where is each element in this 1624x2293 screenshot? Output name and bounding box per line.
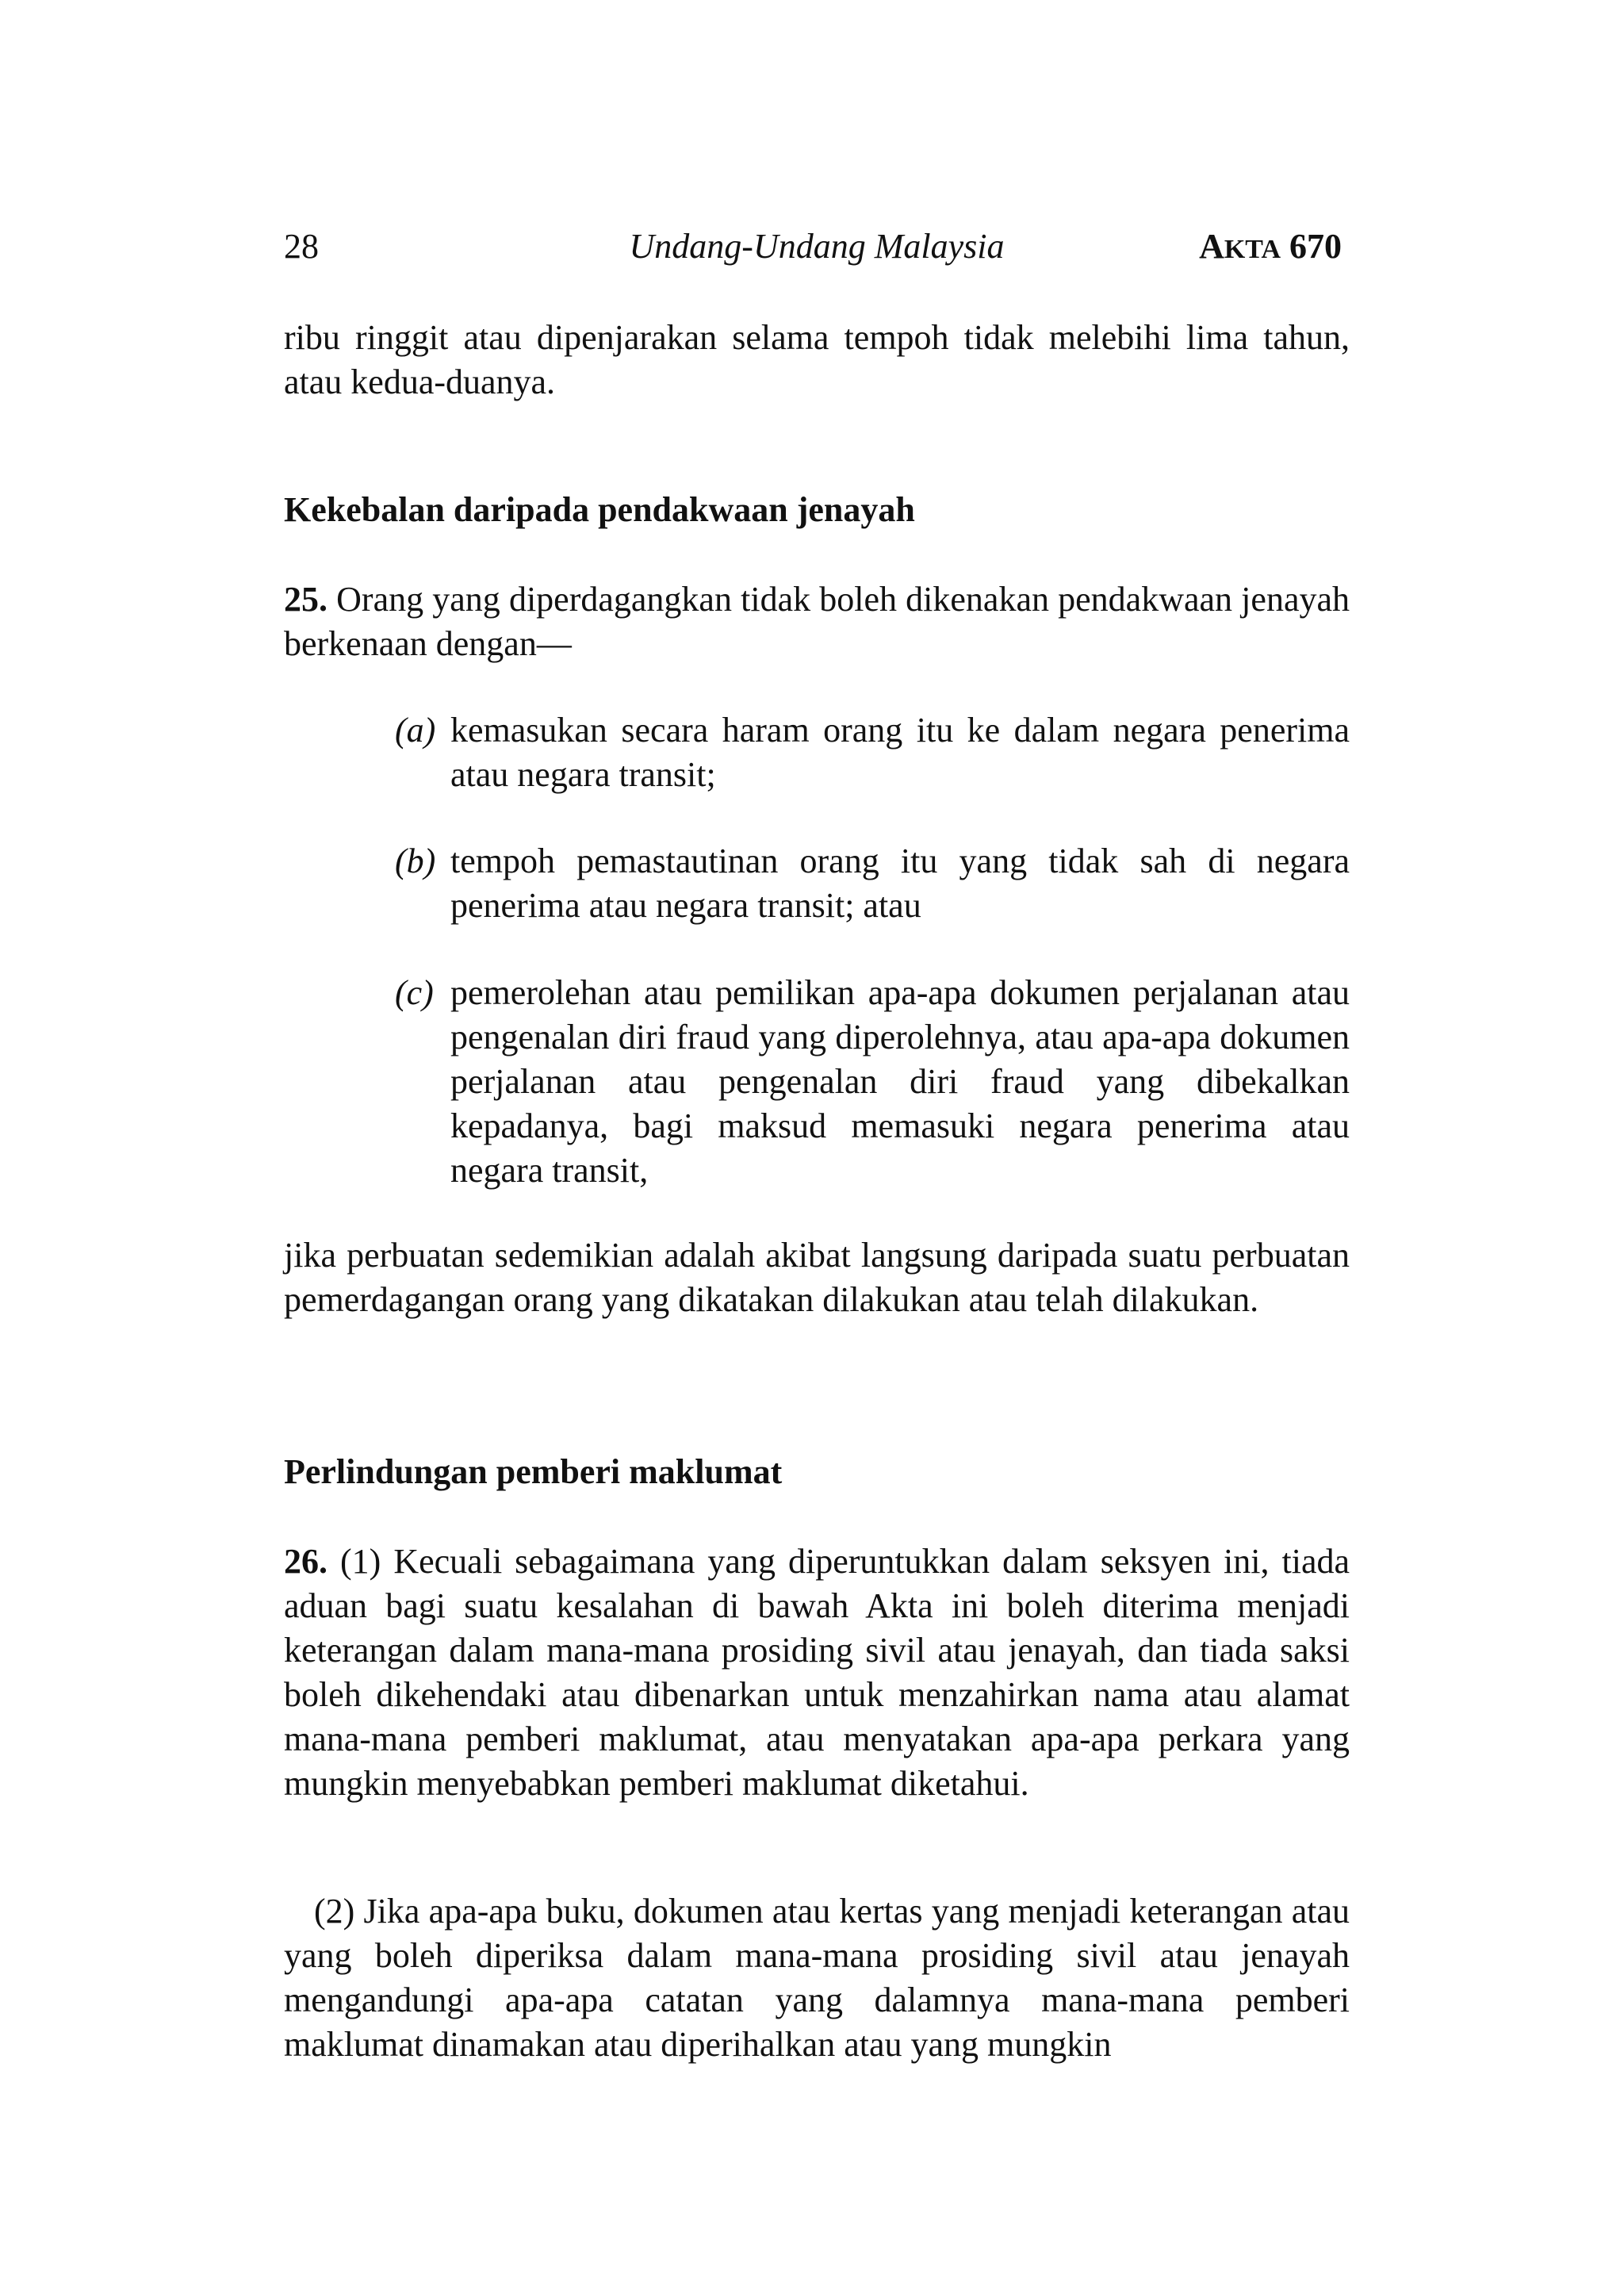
- item-label: (a): [395, 711, 436, 750]
- act-digits: 670: [1281, 227, 1342, 266]
- section-25-heading: Kekebalan daripada pendakwaan jenayah: [284, 490, 915, 529]
- section-26-sub1-text: (1) Kecuali sebagaimana yang diperuntukkan dalam seksyen ini, tiada aduan bagi suatu kesalahan di bawah Akta ini boleh diterima menjadi keterangan dalam mana-mana prosiding sivil atau jenayah, dan tiada saksi boleh dikehendaki atau dibenarkan untuk menzahirkan nama atau alamat mana-mana pemberi maklumat, atau menyatakan apa-apa perkara yang mungkin menyebabkan pemberi maklumat diketahui.: [284, 1542, 1350, 1803]
- item-label: (b): [395, 842, 436, 880]
- item-text: tempoh pemastautinan orang itu yang tidak sah di negara penerima atau negara transit; atau: [450, 842, 1350, 925]
- section-26-number: 26.: [284, 1542, 327, 1581]
- act-prefix: A: [1199, 227, 1224, 266]
- section-26-subsection-2: (2) Jika apa-apa buku, dokumen atau kertas yang menjadi keterangan atau yang boleh diperiksa dalam mana-mana prosiding sivil atau jenayah mengandungi apa-apa catatan yang dalamnya mana-mana pemberi maklumat dinamakan atau diperihalkan atau yang mungkin: [284, 1892, 1350, 2064]
- page-header: [284, 226, 1350, 274]
- running-title: Undang-Undang Malaysia: [629, 227, 1005, 266]
- section-25-intro: [284, 577, 1350, 666]
- act-number: [1199, 226, 1342, 266]
- page-number: 28: [284, 227, 319, 266]
- item-label: (c): [395, 973, 434, 1012]
- section-25-closing: jika perbuatan sedemikian adalah akibat langsung daripada suatu perbuatan pemerdagangan orang yang dikatakan dilakukan atau telah dilakukan.: [284, 1236, 1350, 1319]
- section-25-item-c: [395, 971, 1350, 1193]
- item-text: pemerolehan atau pemilikan apa-apa dokumen perjalanan atau pengenalan diri fraud yang diperolehnya, atau apa-apa dokumen perjalanan atau pengenalan diri fraud yang dibekalkan kepadanya, bagi maksud memasuki negara penerima atau negara transit,: [450, 973, 1350, 1190]
- section-25-intro-text: Orang yang diperdagangkan tidak boleh dikenakan pendakwaan jenayah berkenaan dengan—: [284, 580, 1350, 663]
- section-25-item-b: [395, 839, 1350, 928]
- continuation-paragraph: ribu ringgit atau dipenjarakan selama tempoh tidak melebihi lima tahun, atau kedua-duanya.: [284, 318, 1350, 401]
- item-text: kemasukan secara haram orang itu ke dalam negara penerima atau negara transit;: [450, 711, 1350, 794]
- act-smallcaps: KTA: [1224, 235, 1281, 264]
- section-25-item-a: [395, 708, 1350, 797]
- section-25-number: 25.: [284, 580, 327, 619]
- section-26-subsection-1: [284, 1540, 1350, 1806]
- section-26-heading: Perlindungan pemberi maklumat: [284, 1452, 783, 1491]
